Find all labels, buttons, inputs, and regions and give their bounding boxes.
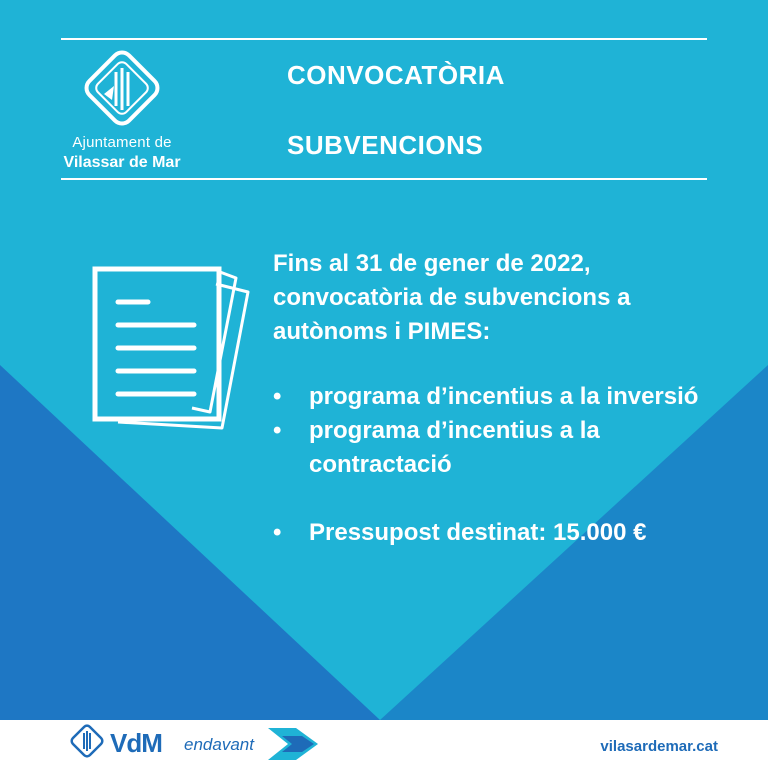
page-subtitle: SUBVENCIONS [287,130,484,160]
bullet-list [273,380,743,550]
document-icon [88,262,268,432]
footer-brand: VdM [110,728,162,758]
arrow-icon [262,724,324,764]
bullet-hiring: • programa d’incentius a la contractació [273,414,743,482]
intro-text: Fins al 31 de gener de 2022, convocatòria de subvencions a autònoms i PIMES: [273,250,631,345]
page-title: CONVOCATÒRIA [287,60,505,90]
website-link[interactable]: vilasardemar.cat [600,738,718,755]
bullet-investment: • programa d’incentius a la inversió [273,380,743,414]
top-divider [61,38,707,40]
org-name-line1: Ajuntament de [72,134,172,151]
bullet-budget: • Pressupost destinat: 15.000 € [273,516,743,550]
footer-seal-icon [68,722,106,760]
footer-tagline: endavant [184,735,254,754]
town-seal-icon [78,44,166,132]
org-name-line2: Vilassar de Mar [63,154,181,171]
header-divider [61,178,707,180]
